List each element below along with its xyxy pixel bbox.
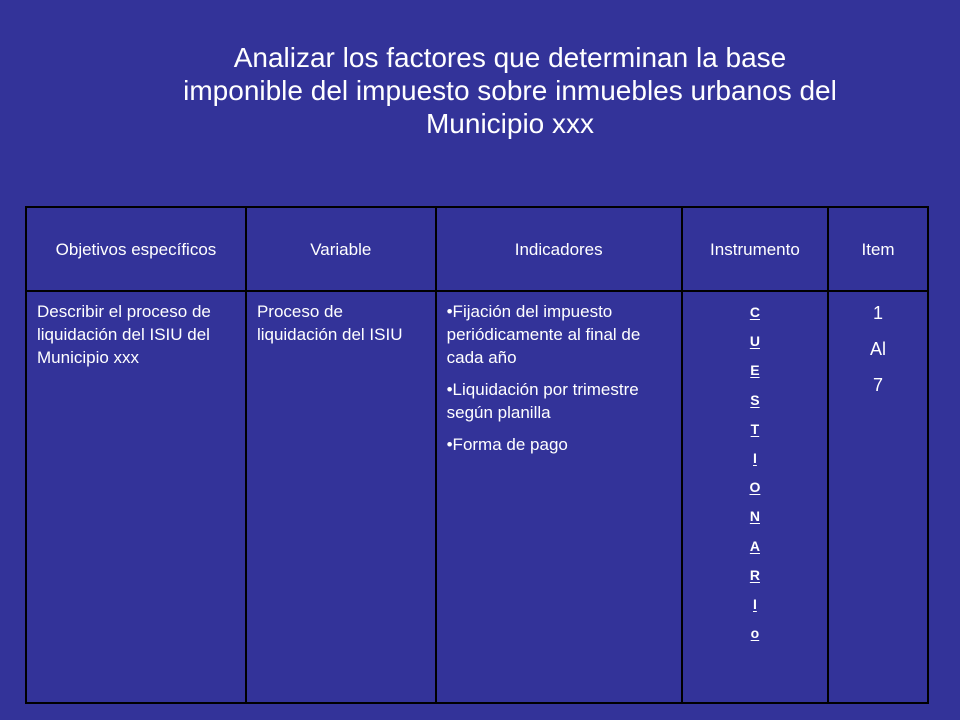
item-line: 1 [873,303,884,323]
instrument-letter: o [750,625,760,642]
title-line: Municipio xxx [425,108,595,139]
cell-objective: Describir el proceso de liquidación del ISIU del Municipio xxx [26,291,246,703]
slide-title [110,41,910,140]
instrument-letter: A [749,537,760,554]
header-item: Item [828,207,928,291]
operationalization-table [25,206,929,704]
instrument-letter: R [749,566,760,583]
title-line: Analizar los factores que determinan la base [233,42,787,73]
instrument-letter: S [750,391,760,408]
cell-indicators [436,291,682,703]
cell-item [828,291,928,703]
header-objectives: Objetivos específicos [26,207,246,291]
indicator-item: •Fijación del impuesto periódicamente al final de cada año [446,302,641,367]
indicator-item: •Forma de pago [446,435,568,454]
item-line: Al [870,339,887,359]
title-line: imponible del impuesto sobre inmuebles urbanos del [183,75,837,106]
table-row [26,291,928,703]
instrument-letter: U [749,333,760,350]
instrument-letter: I [752,449,757,466]
instrument-letter: T [750,420,760,437]
variables-table [25,206,929,704]
instrument-letter: N [749,508,760,525]
instrument-letter: I [752,595,757,612]
header-variable: Variable [246,207,436,291]
cell-variable: Proceso de liquidación del ISIU [246,291,436,703]
instrument-letter: O [749,479,761,496]
indicator-item: •Liquidación por trimestre según planilla [446,380,639,422]
item-line: 7 [873,375,884,395]
instrument-letter: E [750,362,760,379]
header-indicators: Indicadores [436,207,682,291]
cell-instrument [682,291,828,703]
instrument-letter: C [749,304,760,320]
table-header-row [26,207,928,291]
header-instrument: Instrumento [682,207,828,291]
